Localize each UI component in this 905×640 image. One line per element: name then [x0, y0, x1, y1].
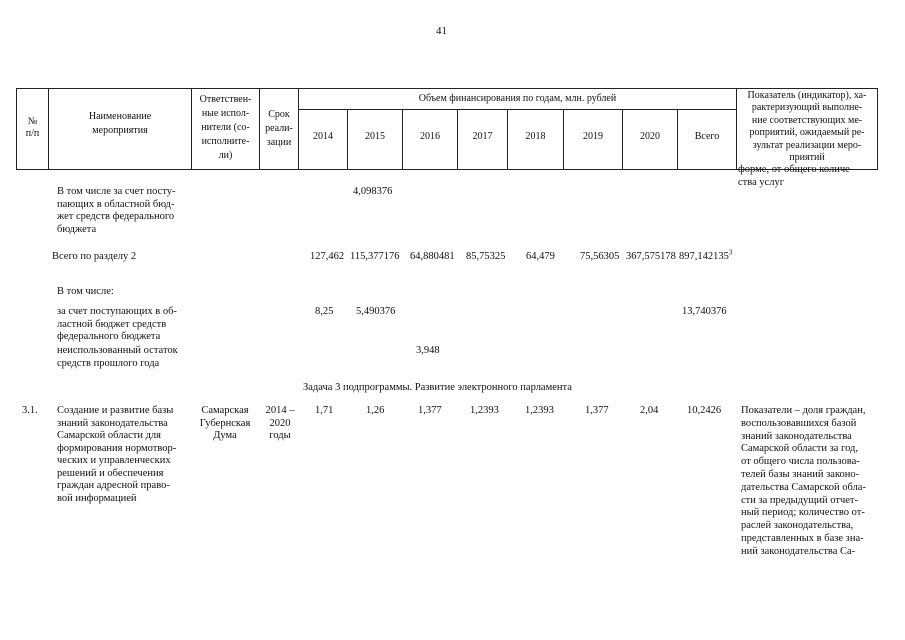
- footnote-mark: 3: [728, 248, 733, 257]
- row-value-total: 10,2426: [687, 405, 722, 416]
- regional-value-total: 13,740376: [682, 306, 727, 317]
- including-label: В том числе:: [57, 286, 114, 297]
- unused-value-2016: 3,948: [416, 345, 440, 356]
- header-responsible: Ответствен- ные испол- нители (со- исполните- ли): [199, 94, 252, 161]
- row-value-2014: 1,71: [315, 405, 334, 416]
- federal-value-2015: 4,098376: [353, 186, 393, 197]
- header-year-2018: 2018: [525, 131, 546, 142]
- row-number: 3.1.: [22, 405, 38, 416]
- table-header: [16, 88, 878, 170]
- task-heading: Задача 3 подпрограммы. Развитие электронного парламента: [303, 382, 572, 393]
- total-value-2015: 115,377176: [350, 251, 400, 262]
- row-value-2018: 1,2393: [525, 405, 554, 416]
- row-value-2019: 1,377: [585, 405, 609, 416]
- header-number: № п/п: [25, 116, 40, 139]
- row-indicator: Показатели – доля граждан, воспользовавшихся базой знаний законодательства Самарской области за год, от общего числа пользова- телей базы знаний законо- дательства Самарской обла- сти за предыдущий отчет- ный период; количество от- раслей законодательства, представленных в базе зна- ний законодательства Са-: [741, 405, 866, 557]
- header-year-2014: 2014: [313, 131, 333, 142]
- row-value-2020: 2,04: [640, 405, 659, 416]
- header-year-2019: 2019: [583, 131, 603, 142]
- row-value-2015: 1,26: [366, 405, 385, 416]
- regional-value-2014: 8,25: [315, 306, 334, 317]
- total-value-2014: 127,462: [310, 251, 345, 262]
- regional-value-2015: 5,490376: [356, 306, 396, 317]
- federal-label: В том числе за счет посту- пающих в областной бюд- жет средств федерального бюджета: [57, 186, 176, 235]
- header-name: Наименование мероприятия: [88, 111, 152, 136]
- header-indicator: Показатель (индикатор), ха- рактеризующий выполне- ние соответствующих ме- роприятий, ожидаемый ре- зультат реализации меро- приятий: [747, 90, 867, 164]
- page-number: 41: [436, 25, 447, 37]
- header-year-2015: 2015: [365, 131, 385, 142]
- total-value-all: 897,142135$^3$: [679, 248, 733, 262]
- header-total: Всего: [694, 131, 720, 142]
- header-funding: Объем финансирования по годам, млн. рублей: [418, 93, 617, 104]
- continued-indicator: форме, от общего количе- ства услуг: [738, 164, 854, 188]
- total-value-2016: 64,880481: [410, 251, 455, 262]
- total-section-label: Всего по разделу 2: [52, 251, 137, 262]
- total-value-2020: 367,575178: [626, 251, 676, 262]
- total-value-2019: 75,56305: [580, 251, 620, 262]
- total-value-2018: 64,479: [526, 251, 555, 262]
- row-term: 2014 – 2020 годы: [265, 405, 295, 441]
- row-responsible: Самарская Губернская Дума: [199, 405, 251, 441]
- header-year-2017: 2017: [472, 131, 493, 142]
- row-value-2016: 1,377: [418, 405, 442, 416]
- row-name: Создание и развитие базы знаний законодательства Самарской области для формирования нормотвор- ческих и управленческих решений и обеспечения граждан адресной право- вой информацией: [57, 405, 177, 504]
- unused-label: неиспользованный остаток средств прошлого года: [57, 345, 178, 369]
- header-year-2020: 2020: [640, 131, 660, 142]
- header-term: Срок реали- зации: [265, 109, 293, 148]
- header-year-2016: 2016: [420, 131, 440, 142]
- regional-label: за счет поступающих в об- ластной бюджет средств федерального бюджета: [57, 306, 177, 342]
- row-value-2017: 1,2393: [470, 405, 499, 416]
- total-value-2017: 85,75325: [466, 251, 506, 262]
